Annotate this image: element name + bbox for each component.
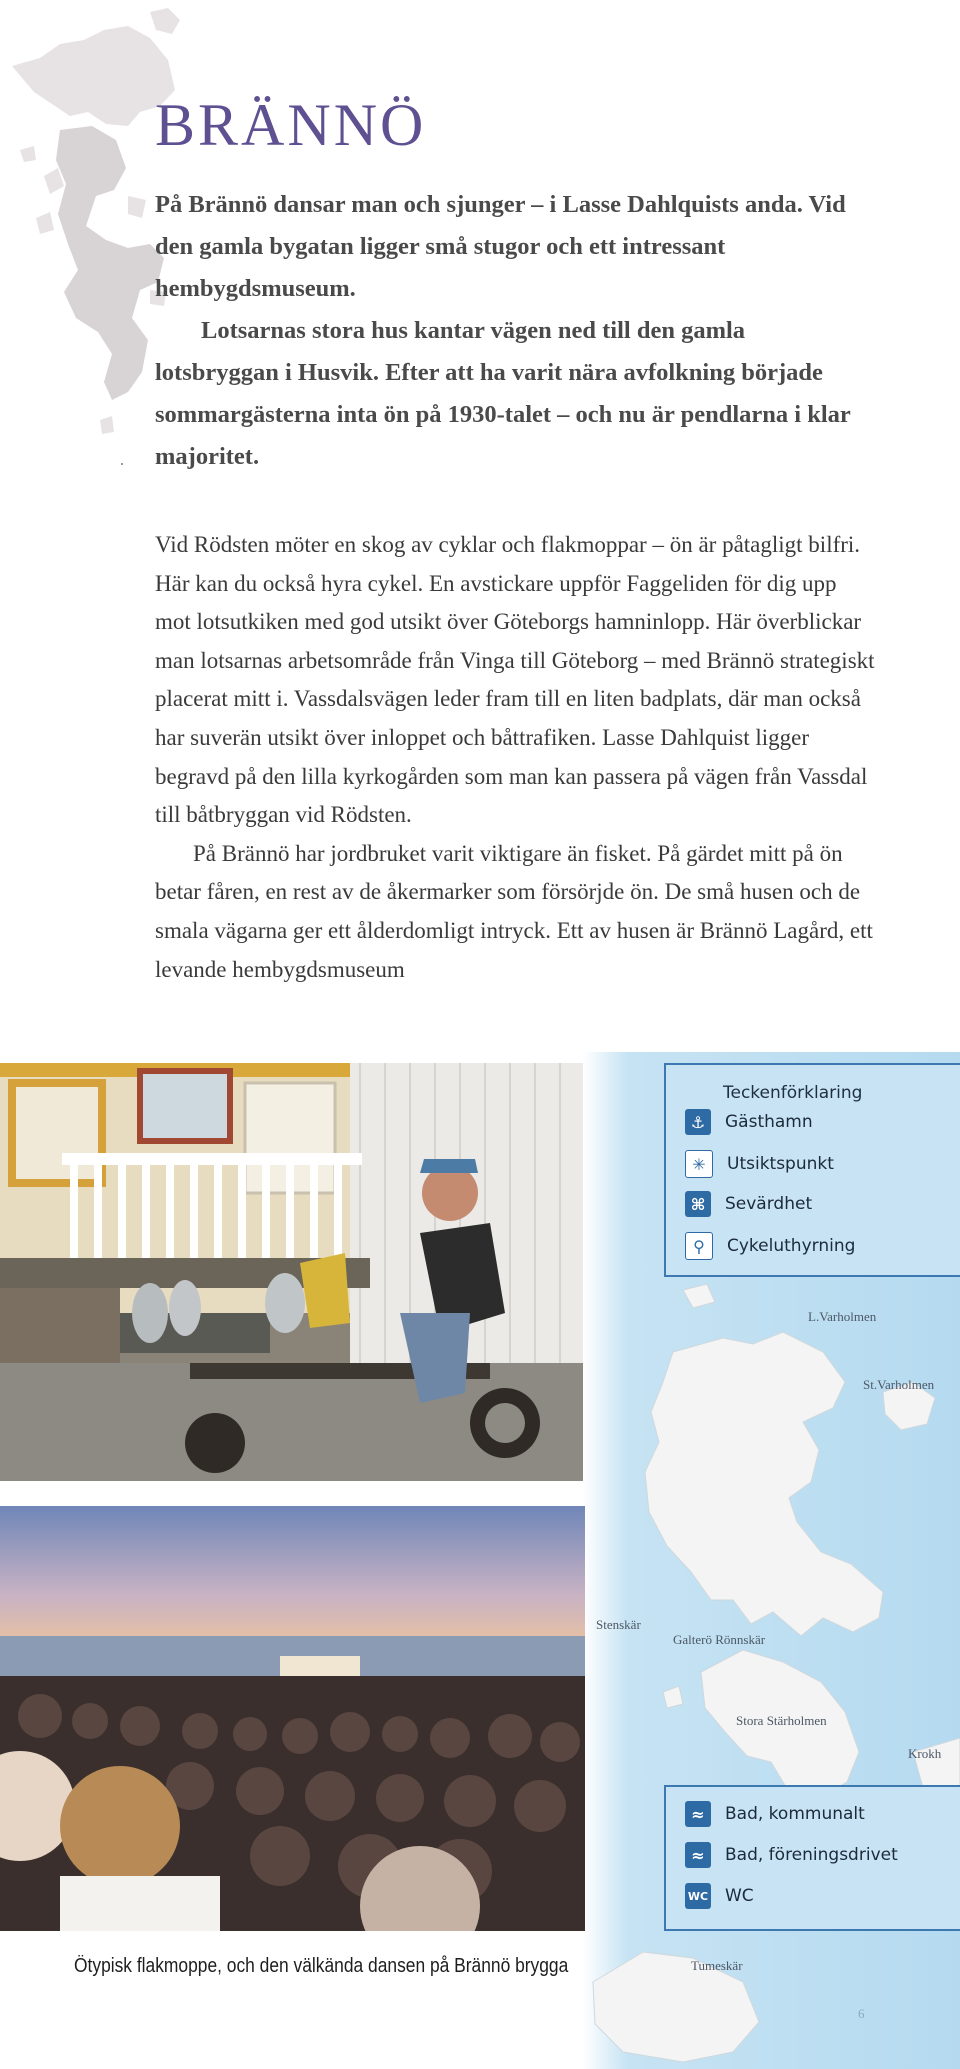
legend-label: Utsiktspunkt [727,1154,834,1174]
legend-item [685,1801,865,1827]
legend-label: WC [725,1886,754,1906]
legend-label: Gästhamn [725,1112,813,1132]
place-label: Stenskär [596,1617,641,1632]
wc-icon: WC [685,1883,711,1909]
viewpoint-icon: ✳ [685,1150,713,1178]
photo-dance-brygga [0,1506,585,1931]
legend-label: Bad, kommunalt [725,1804,865,1824]
stray-dot [121,463,123,465]
place-label: Tumeskär [691,1958,743,1973]
bath-association-icon: ≈ [685,1842,711,1868]
intro-text [155,184,875,478]
bicycle-icon: ⚲ [685,1232,713,1260]
photo-flakmoppe [0,1063,583,1481]
anchor-icon: ⚓ [685,1109,711,1135]
place-label: Galterö Rönnskär [673,1632,766,1647]
legend-label: Cykeluthyrning [727,1236,856,1256]
legend-label: Bad, föreningsdrivet [725,1845,898,1865]
legend-label: Sevärdhet [725,1194,813,1214]
page-number: 6 [858,2006,865,2021]
legend-item [685,1109,813,1135]
body-paragraph: Vid Rödsten möter en skog av cyklar och flakmoppar – ön är påtagligt bilfri. Här kan du också hyra cykel. En avstickare uppför Faggeliden för dig upp mot lotsutkiken med god utsikt över Göteborgs hamninlopp. Här överblickar man lotsarnas arbetsområde från Vinga till Göteborg – med Brännö strategiskt placerat mitt i. Vassdalsvägen leder fram till en liten badplats, där man också har suverän utsikt över inloppet och båttrafiken. Lasse Dahlquist ligger begravd på den lilla kyrkogården som man kan passera på vägen från Vassdal till båtbryggan vid Rödsten. [155,532,875,828]
place-label: Stora Stärholmen [736,1713,827,1728]
sight-icon: ⌘ [685,1191,711,1217]
place-label: Krokh [908,1746,942,1761]
legend-item [685,1191,812,1217]
legend-item [685,1883,754,1909]
map-legend-bathing [664,1785,960,1931]
photo-caption: Ötypisk flakmoppe, och den välkända dansen på Brännö brygga [74,1955,569,1977]
page-title: BRÄNNÖ [155,92,427,158]
legend-title: Teckenförklaring [723,1083,863,1103]
intro-paragraph: På Brännö dansar man och sjunger – i Lasse Dahlquists anda. Vid den gamla bygatan ligger små stugor och ett intressant hembygdsmuseum. [155,191,846,302]
map-legend [664,1063,960,1277]
intro-paragraph: Lotsarnas stora hus kantar vägen ned till den gamla lotsbryggan i Husvik. Efter att ha varit nära avfolkning började sommargästerna inta ön på 1930-talet – och nu är pendlarna i klar majoritet. [155,317,851,470]
legend-item [685,1842,898,1868]
place-label: St.Varholmen [863,1377,935,1392]
legend-item [685,1232,855,1260]
legend-item [685,1150,834,1178]
bath-municipal-icon: ≈ [685,1801,711,1827]
body-text [155,526,875,989]
body-paragraph: På Brännö har jordbruket varit viktigare än fisket. På gärdet mitt på ön betar fåren, en rest av de åkermarker som försörjde ön. De små husen och de smala vägarna ger ett ålderdomligt intryck. Ett av husen är Brännö Lagård, ett levande hembygdsmuseum [155,840,873,982]
place-label: L.Varholmen [808,1309,877,1324]
